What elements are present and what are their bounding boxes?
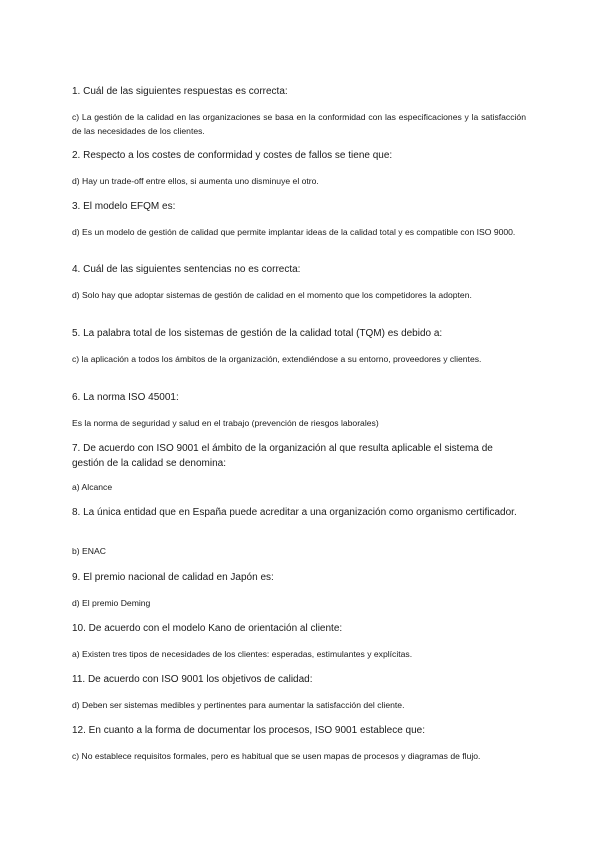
answer-12: c) No establece requisitos formales, pero es habitual que se usen mapas de procesos y diagramas de flujo. xyxy=(72,751,481,761)
question-2: 2. Respecto a los costes de conformidad y costes de fallos se tiene que: xyxy=(72,150,393,161)
answer-4: d) Solo hay que adoptar sistemas de gestión de calidad en el momento que los competidores la adopten. xyxy=(72,290,472,300)
answer-2: d) Hay un trade-off entre ellos, si aumenta uno disminuye el otro. xyxy=(72,176,319,186)
answer-6: Es la norma de seguridad y salud en el trabajo (prevención de riesgos laborales) xyxy=(72,418,379,428)
question-3: 3. El modelo EFQM es: xyxy=(72,201,176,212)
answer-10: a) Existen tres tipos de necesidades de los clientes: esperadas, estimulantes y explícitas. xyxy=(72,649,413,659)
answer-1: c) La gestión de la calidad en las organizaciones se basa en la conformidad con las especificaciones y la satisfacción de las necesidades de los clientes. xyxy=(72,112,526,136)
question-9: 9. El premio nacional de calidad en Japón es: xyxy=(72,572,274,583)
answer-11: d) Deben ser sistemas medibles y pertinentes para aumentar la satisfacción del cliente. xyxy=(72,700,405,710)
question-7: 7. De acuerdo con ISO 9001 el ámbito de la organización al que resulta aplicable el sistema de gestión de la calidad se denomina: xyxy=(72,443,493,469)
question-8: 8. La única entidad que en España puede acreditar a una organización como organismo certificador. xyxy=(72,507,517,518)
answer-5: c) la aplicación a todos los ámbitos de la organización, extendiéndose a su entorno, proveedores y clientes. xyxy=(72,354,482,364)
question-4: 4. Cuál de las siguientes sentencias no es correcta: xyxy=(72,264,301,275)
answer-3: d) Es un modelo de gestión de calidad que permite implantar ideas de la calidad total y es compatible con ISO 9000. xyxy=(72,227,516,237)
question-12: 12. En cuanto a la forma de documentar los procesos, ISO 9001 establece que: xyxy=(72,725,425,736)
question-11: 11. De acuerdo con ISO 9001 los objetivos de calidad: xyxy=(72,674,313,685)
question-1: 1. Cuál de las siguientes respuestas es correcta: xyxy=(72,86,288,97)
question-5: 5. La palabra total de los sistemas de gestión de la calidad total (TQM) es debido a: xyxy=(72,328,443,339)
answer-9: d) El premio Deming xyxy=(72,598,151,608)
answer-8: b) ENAC xyxy=(72,546,106,556)
question-6: 6. La norma ISO 45001: xyxy=(72,392,179,403)
answer-7: a) Alcance xyxy=(72,482,113,492)
question-10: 10. De acuerdo con el modelo Kano de orientación al cliente: xyxy=(72,623,343,634)
